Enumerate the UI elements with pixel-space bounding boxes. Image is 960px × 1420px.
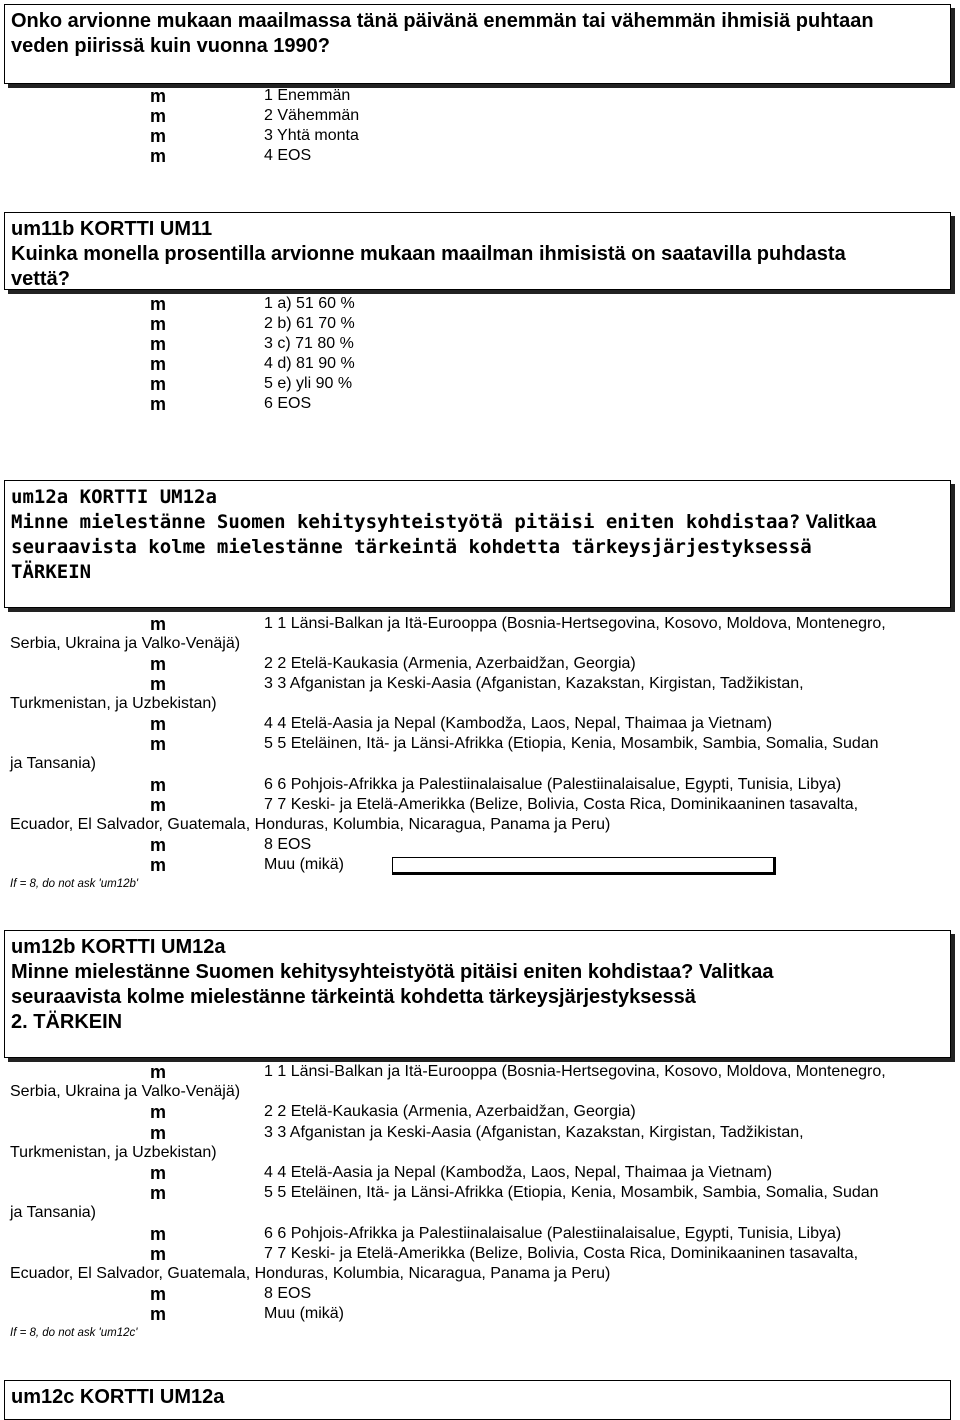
question-box-um12c xyxy=(4,1380,951,1420)
radio-icon[interactable]: m xyxy=(150,374,167,394)
radio-icon[interactable]: m xyxy=(150,795,167,815)
option-label-continued: ja Tansania) xyxy=(10,1204,96,1221)
option-label: 5 e) yli 90 % xyxy=(264,375,353,392)
radio-icon[interactable]: m xyxy=(150,334,167,354)
option-label: 2 2 Etelä-Kaukasia (Armenia, Azerbaidžan, Georgia) xyxy=(264,1103,636,1120)
radio-icon[interactable]: m xyxy=(150,146,167,166)
radio-icon[interactable]: m xyxy=(150,1123,167,1143)
option-label: 3 c) 71 80 % xyxy=(264,335,354,352)
routing-note: If = 8, do not ask 'um12b' xyxy=(10,878,139,890)
routing-note: If = 8, do not ask 'um12c' xyxy=(10,1327,138,1339)
question-id: um12a KORTTI UM12a xyxy=(11,486,217,508)
radio-icon[interactable]: m xyxy=(150,1062,167,1082)
radio-icon[interactable]: m xyxy=(150,654,167,674)
radio-icon[interactable]: m xyxy=(150,314,167,334)
question-text: Minne mielestänne Suomen kehitysyhteistyötä pitäisi eniten kohdistaa? Valitkaa xyxy=(11,961,774,983)
option-label: 1 Enemmän xyxy=(264,87,351,104)
radio-icon[interactable]: m xyxy=(150,714,167,734)
radio-icon[interactable]: m xyxy=(150,1304,167,1324)
option-label: 6 6 Pohjois-Afrikka ja Palestiinalaisalue (Palestiinalaisalue, Egypti, Tunisia, Libya) xyxy=(264,776,842,793)
radio-icon[interactable]: m xyxy=(150,106,167,126)
option-label: 2 2 Etelä-Kaukasia (Armenia, Azerbaidžan, Georgia) xyxy=(264,655,636,672)
question-text: Onko arvionne mukaan maailmassa tänä päivänä enemmän tai vähemmän ihmisiä puhtaan xyxy=(11,10,874,32)
radio-icon[interactable]: m xyxy=(150,1183,167,1203)
option-label: 1 1 Länsi-Balkan ja Itä-Eurooppa (Bosnia-Hertsegovina, Kosovo, Moldova, Montenegro, xyxy=(264,615,886,632)
radio-icon[interactable]: m xyxy=(150,674,167,694)
option-label: 8 EOS xyxy=(264,836,312,853)
option-label: 6 6 Pohjois-Afrikka ja Palestiinalaisalue (Palestiinalaisalue, Egypti, Tunisia, Libya) xyxy=(264,1225,842,1242)
other-text-field[interactable] xyxy=(392,857,776,875)
question-id: um12c KORTTI UM12a xyxy=(11,1386,225,1408)
option-label-continued: Turkmenistan, ja Uzbekistan) xyxy=(10,1144,217,1161)
option-label-continued: Ecuador, El Salvador, Guatemala, Honduras, Kolumbia, Nicaragua, Panama ja Peru) xyxy=(10,816,611,833)
option-label: 4 4 Etelä-Aasia ja Nepal (Kambodža, Laos, Nepal, Thaimaa ja Vietnam) xyxy=(264,1164,773,1181)
question-text: vettä? xyxy=(11,268,70,290)
option-label: Muu (mikä) xyxy=(264,1305,345,1322)
option-label: 7 7 Keski- ja Etelä-Amerikka (Belize, Bolivia, Costa Rica, Dominikaaninen tasavalta, xyxy=(264,1245,859,1262)
option-label: 3 3 Afganistan ja Keski-Aasia (Afganistan, Kazakstan, Kirgistan, Tadžikistan, xyxy=(264,675,804,692)
question-text: seuraavista kolme mielestänne tärkeintä kohdetta tärkeysjärjestyksessä xyxy=(11,536,812,558)
radio-icon[interactable]: m xyxy=(150,614,167,634)
question-id: um12b KORTTI UM12a xyxy=(11,936,226,958)
option-label: 4 d) 81 90 % xyxy=(264,355,355,372)
option-label: 3 3 Afganistan ja Keski-Aasia (Afganistan, Kazakstan, Kirgistan, Tadžikistan, xyxy=(264,1124,804,1141)
question-text: veden piirissä kuin vuonna 1990? xyxy=(11,35,331,57)
question-id: um11b KORTTI UM11 xyxy=(11,218,213,240)
option-label-continued: Ecuador, El Salvador, Guatemala, Honduras, Kolumbia, Nicaragua, Panama ja Peru) xyxy=(10,1265,611,1282)
question-text: TÄRKEIN xyxy=(11,561,92,583)
question-box-um11b xyxy=(4,212,951,290)
option-label: 4 EOS xyxy=(264,147,312,164)
question-text: Kuinka monella prosentilla arvionne mukaan maailman ihmisistä on saatavilla puhdasta xyxy=(11,243,846,265)
radio-icon[interactable]: m xyxy=(150,855,167,875)
radio-icon[interactable]: m xyxy=(150,294,167,314)
question-text: Minne mielestänne Suomen kehitysyhteistyötä pitäisi eniten kohdistaa? Valitkaa xyxy=(11,511,877,533)
radio-icon[interactable]: m xyxy=(150,835,167,855)
radio-icon[interactable]: m xyxy=(150,354,167,374)
option-label: 3 Yhtä monta xyxy=(264,127,359,144)
option-label: 4 4 Etelä-Aasia ja Nepal (Kambodža, Laos, Nepal, Thaimaa ja Vietnam) xyxy=(264,715,773,732)
option-label: Muu (mikä) xyxy=(264,856,345,873)
option-label-continued: Turkmenistan, ja Uzbekistan) xyxy=(10,695,217,712)
radio-icon[interactable]: m xyxy=(150,734,167,754)
option-label: 2 b) 61 70 % xyxy=(264,315,355,332)
option-label: 5 5 Eteläinen, Itä- ja Länsi-Afrikka (Etiopia, Kenia, Mosambik, Sambia, Somalia, Sudan xyxy=(264,735,879,752)
radio-icon[interactable]: m xyxy=(150,1284,167,1304)
question-text: seuraavista kolme mielestänne tärkeintä kohdetta tärkeysjärjestyksessä xyxy=(11,986,696,1008)
question-text: 2. TÄRKEIN xyxy=(11,1011,123,1033)
radio-icon[interactable]: m xyxy=(150,1244,167,1264)
option-label: 6 EOS xyxy=(264,395,312,412)
option-label: 2 Vähemmän xyxy=(264,107,360,124)
option-label-continued: Serbia, Ukraina ja Valko-Venäjä) xyxy=(10,635,241,652)
question-box-um12a xyxy=(4,480,951,608)
option-label: 7 7 Keski- ja Etelä-Amerikka (Belize, Bolivia, Costa Rica, Dominikaaninen tasavalta, xyxy=(264,796,859,813)
question-box-um12b xyxy=(4,930,951,1058)
option-label-continued: Serbia, Ukraina ja Valko-Venäjä) xyxy=(10,1083,241,1100)
radio-icon[interactable]: m xyxy=(150,1102,167,1122)
radio-icon[interactable]: m xyxy=(150,126,167,146)
option-label: 5 5 Eteläinen, Itä- ja Länsi-Afrikka (Etiopia, Kenia, Mosambik, Sambia, Somalia, Sudan xyxy=(264,1184,879,1201)
question-box-top xyxy=(4,4,951,84)
radio-icon[interactable]: m xyxy=(150,394,167,414)
option-label-continued: ja Tansania) xyxy=(10,755,96,772)
option-label: 1 a) 51 60 % xyxy=(264,295,355,312)
option-label: 1 1 Länsi-Balkan ja Itä-Eurooppa (Bosnia-Hertsegovina, Kosovo, Moldova, Montenegro, xyxy=(264,1063,886,1080)
radio-icon[interactable]: m xyxy=(150,775,167,795)
radio-icon[interactable]: m xyxy=(150,86,167,106)
radio-icon[interactable]: m xyxy=(150,1163,167,1183)
option-label: 8 EOS xyxy=(264,1285,312,1302)
radio-icon[interactable]: m xyxy=(150,1224,167,1244)
